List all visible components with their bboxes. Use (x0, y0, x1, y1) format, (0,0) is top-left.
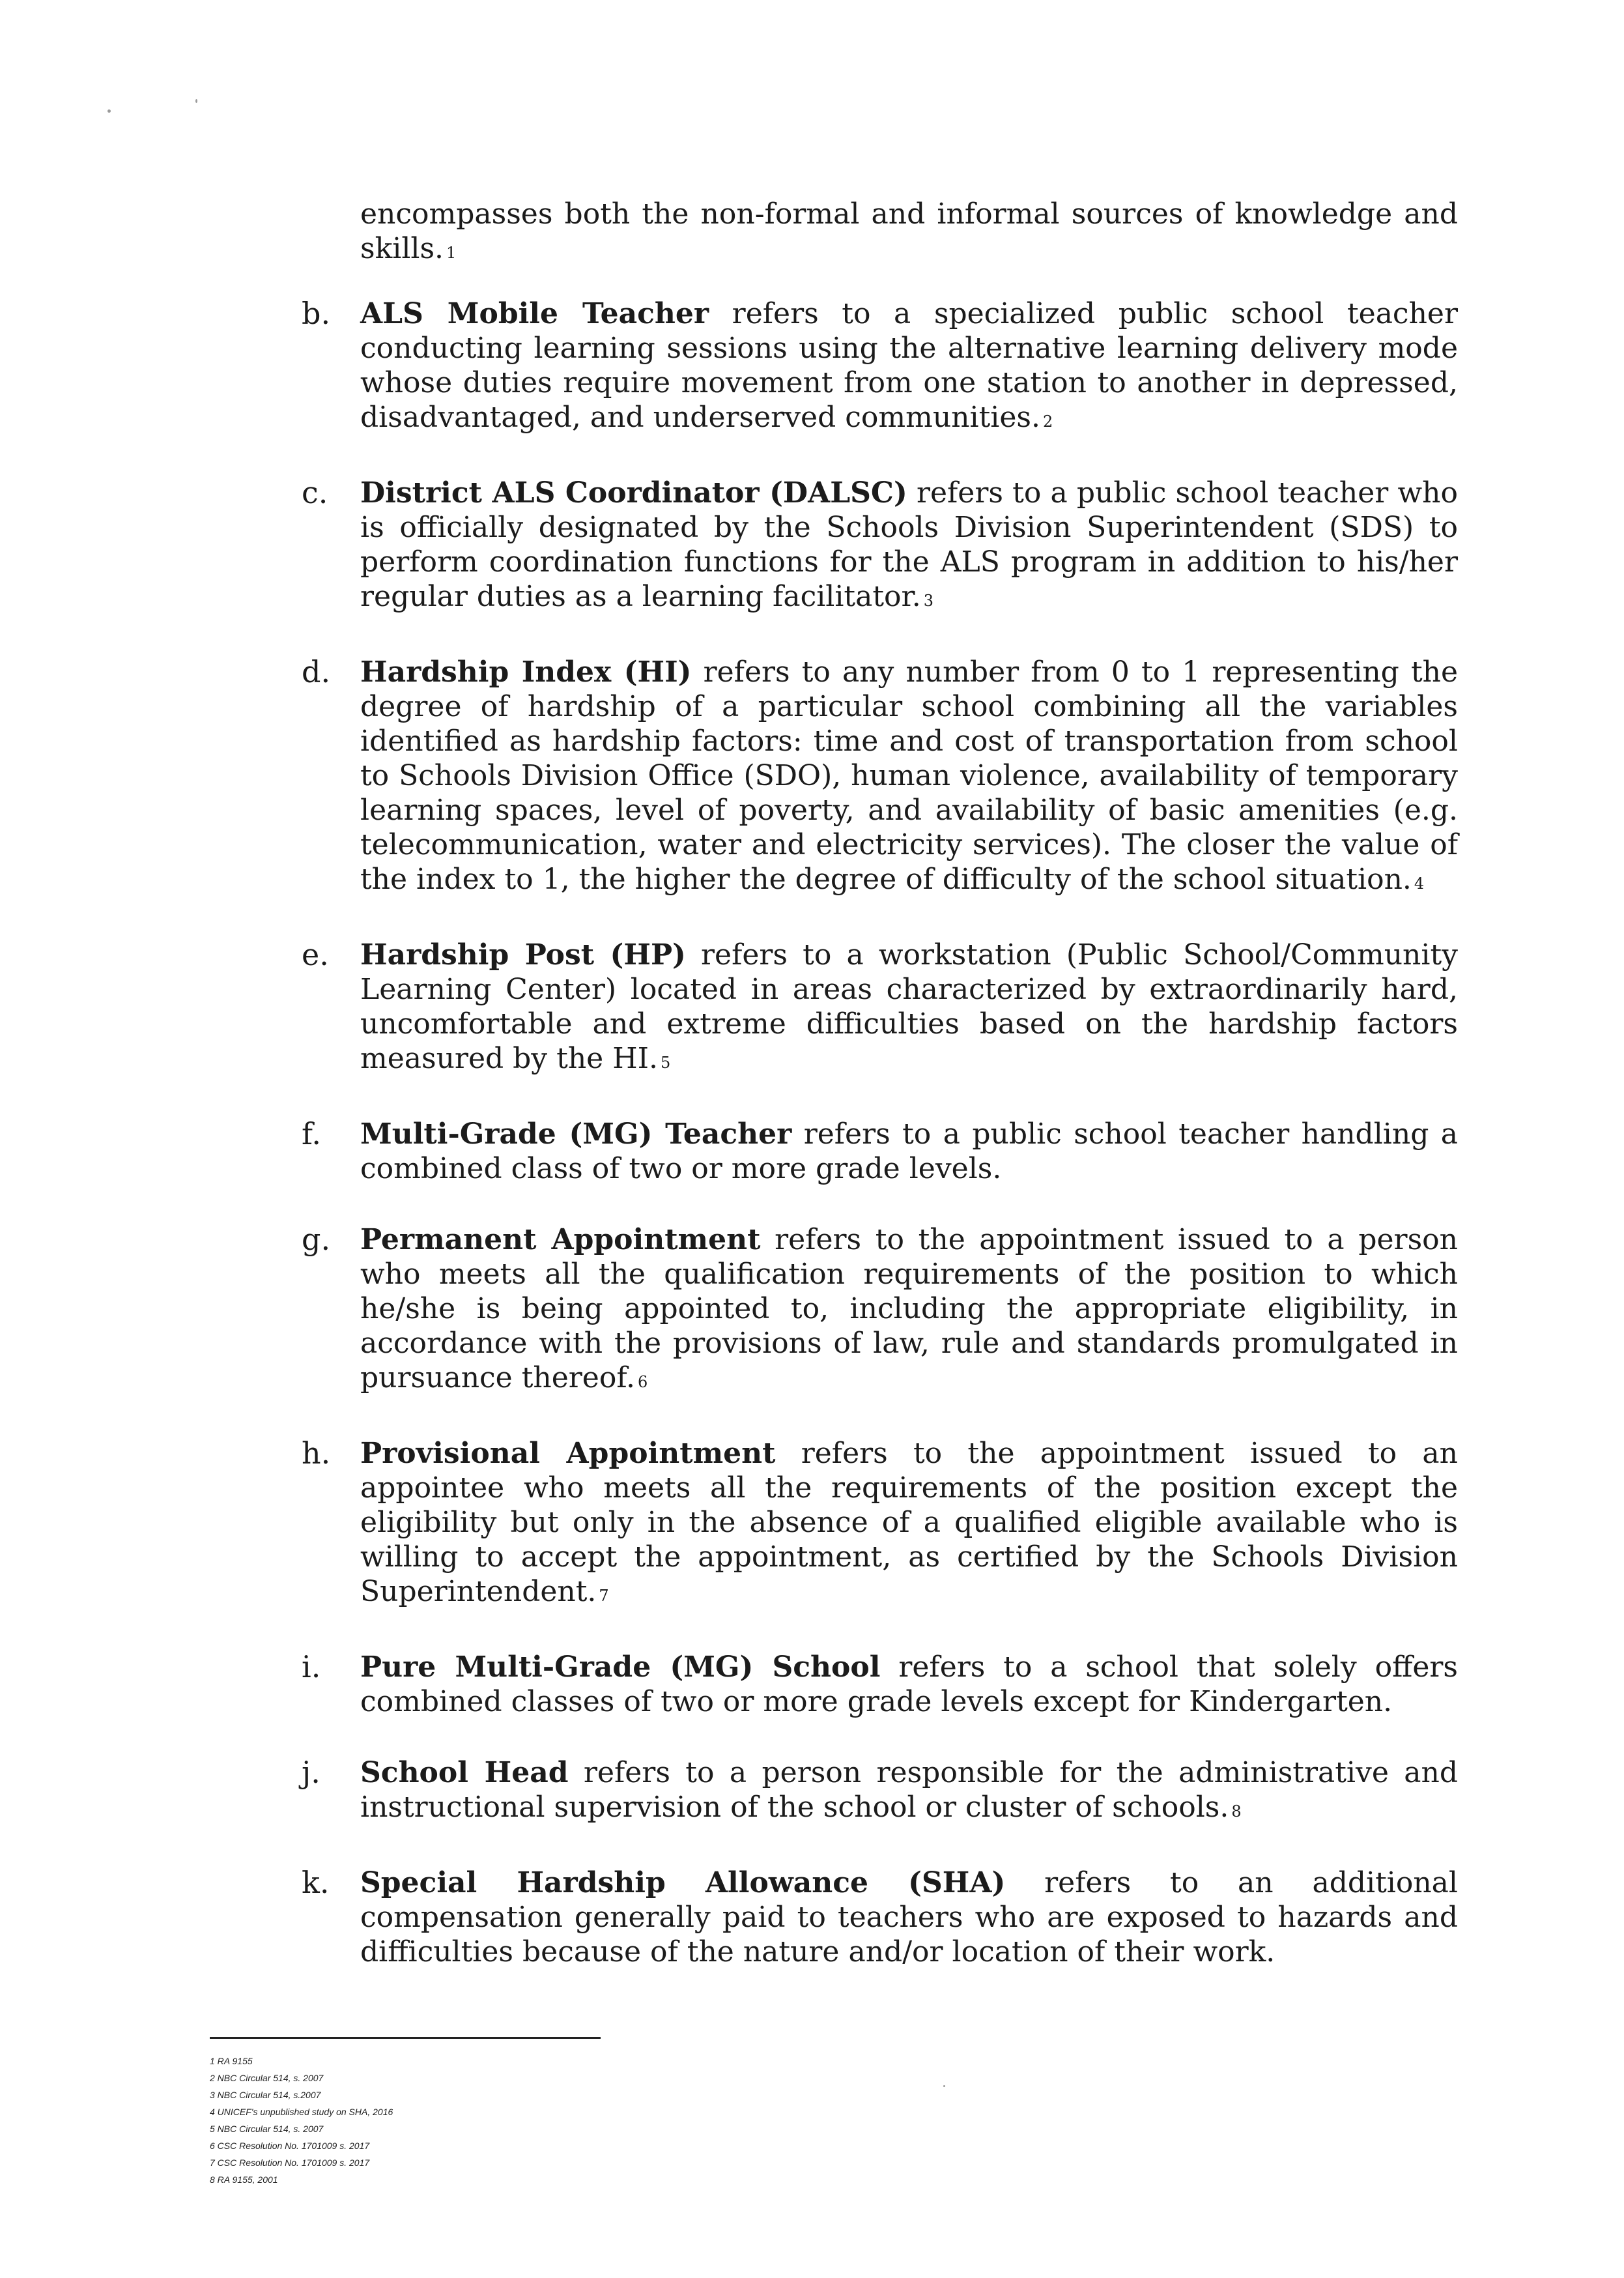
definition-body: refers to a public school teacher handling a combined class of two or more grade levels. (360, 1117, 1458, 1185)
list-letter: e. (302, 937, 329, 972)
scan-speck (943, 2085, 945, 2087)
definition-item (302, 476, 1458, 618)
definition-body: refers to the appointment issued to an appointee who meets all the requirements of the position except the eligibility but only in the absence of a qualified eligible available who is willing to accept the appointment, as certified by the Schools Division Superintendent. (360, 1437, 1458, 1608)
definition-term: Hardship Post (HP) (360, 938, 686, 972)
list-letter: j. (302, 1755, 321, 1790)
definitions-list (302, 296, 1458, 1969)
definition-text (360, 1222, 1458, 1400)
definition-item (302, 296, 1458, 439)
definition-body: refers to a specialized public school teacher conducting learning sessions using the alternative learning delivery mode whose duties require movement from one station to another in depressed, disadvantaged, and underserved communities. (360, 297, 1458, 434)
footnote-marker: 5 (660, 1054, 671, 1072)
definition-term: Hardship Index (HI) (360, 656, 692, 689)
definition-item (302, 938, 1458, 1080)
continuation-paragraph (360, 197, 1458, 270)
scan-speck (195, 99, 197, 103)
definition-term: Multi-Grade (MG) Teacher (360, 1117, 792, 1151)
definition-text (360, 938, 1458, 1080)
footnote: 5 NBC Circular 514, s. 2007 (210, 2124, 324, 2134)
list-letter: d. (302, 654, 331, 689)
list-letter: f. (302, 1116, 322, 1151)
definition-term: District ALS Coordinator (DALSC) (360, 476, 907, 510)
definition-body: refers to a workstation (Public School/Community Learning Center) located in areas characterized by extraordinarily hard, uncomfortable and extreme difficulties based on the hardship factors measured by the HI. (360, 938, 1458, 1075)
definition-text (360, 1650, 1458, 1719)
definition-item (302, 1222, 1458, 1400)
definition-text (360, 476, 1458, 618)
list-letter: c. (302, 475, 328, 510)
definition-body: refers to a school that solely offers combined classes of two or more grade levels except for Kindergarten. (360, 1651, 1458, 1718)
continuation-text: encompasses both the non-formal and informal sources of knowledge and skills. (360, 197, 1458, 265)
scan-speck (107, 109, 111, 113)
definition-term: School Head (360, 1756, 569, 1789)
footnote-marker: 3 (923, 592, 933, 610)
list-letter: h. (302, 1435, 331, 1471)
definition-item (302, 1117, 1458, 1186)
definition-text (360, 655, 1458, 901)
footnote: 6 CSC Resolution No. 1701009 s. 2017 (210, 2141, 370, 2151)
definition-term: Permanent Appointment (360, 1223, 761, 1256)
definition-item (302, 1650, 1458, 1719)
footnote: 3 NBC Circular 514, s.2007 (210, 2090, 321, 2100)
definition-text (360, 1755, 1458, 1829)
footnote: 4 UNICEF's unpublished study on SHA, 2016 (210, 2107, 393, 2117)
list-letter: g. (302, 1222, 331, 1257)
definition-term: Provisional Appointment (360, 1437, 776, 1470)
definition-term: Special Hardship Allowance (SHA) (360, 1866, 1006, 1899)
footnote-marker: 4 (1414, 874, 1425, 893)
definition-body: refers to a public school teacher who is officially designated by the Schools Division Superintendent (SDS) to perform coordination functions for the ALS program in addition to his/her regular duties as a learning facilitator. (360, 476, 1458, 613)
definition-body: refers to an additional compensation generally paid to teachers who are exposed to hazards and difficulties because of the nature and/or location of their work. (360, 1866, 1458, 1968)
list-letter: k. (302, 1865, 330, 1900)
footnote-divider (210, 2037, 601, 2039)
list-letter: i. (302, 1649, 321, 1684)
footnote-marker: 1 (446, 244, 457, 262)
definition-text (360, 296, 1458, 439)
definition-term: Pure Multi-Grade (MG) School (360, 1651, 881, 1684)
definition-body: refers to the appointment issued to a person who meets all the qualification requirements of the position to which he/she is being appointed to, including the appropriate eligibility, in accordance with the provisions of law, rule and standards promulgated in pursuance thereof. (360, 1223, 1458, 1394)
definition-item (302, 1866, 1458, 1969)
definition-text (360, 1866, 1458, 1969)
footnote: 7 CSC Resolution No. 1701009 s. 2017 (210, 2157, 370, 2168)
footnote-marker: 7 (599, 1587, 609, 1605)
footnotes-list (210, 2053, 393, 2188)
definition-item (302, 1755, 1458, 1829)
definition-text (360, 1117, 1458, 1186)
footnote: 8 RA 9155, 2001 (210, 2174, 278, 2185)
list-letter: b. (302, 296, 331, 331)
footnote-marker: 6 (638, 1373, 648, 1391)
definition-body: refers to any number from 0 to 1 representing the degree of hardship of a particular school combining all the variables identified as hardship factors: time and cost of transportation from school to Schools Division Office (SDO), human violence, availability of temporary learning spaces, level of poverty, and availability of basic amenities (e.g. telecommunication, water and electricity services). The closer the value of the index to 1, the higher the degree of difficulty of the school situation. (360, 656, 1459, 896)
footnote-marker: 2 (1042, 412, 1053, 431)
footnote: 1 RA 9155 (210, 2056, 253, 2066)
definition-item (302, 655, 1458, 901)
definition-item (302, 1436, 1458, 1613)
definition-term: ALS Mobile Teacher (360, 297, 709, 330)
definition-body: refers to a person responsible for the administrative and instructional supervision of the school or cluster of schools. (360, 1756, 1458, 1824)
footnote-marker: 8 (1231, 1802, 1242, 1821)
footnote: 2 NBC Circular 514, s. 2007 (210, 2073, 324, 2083)
definition-text (360, 1436, 1458, 1613)
